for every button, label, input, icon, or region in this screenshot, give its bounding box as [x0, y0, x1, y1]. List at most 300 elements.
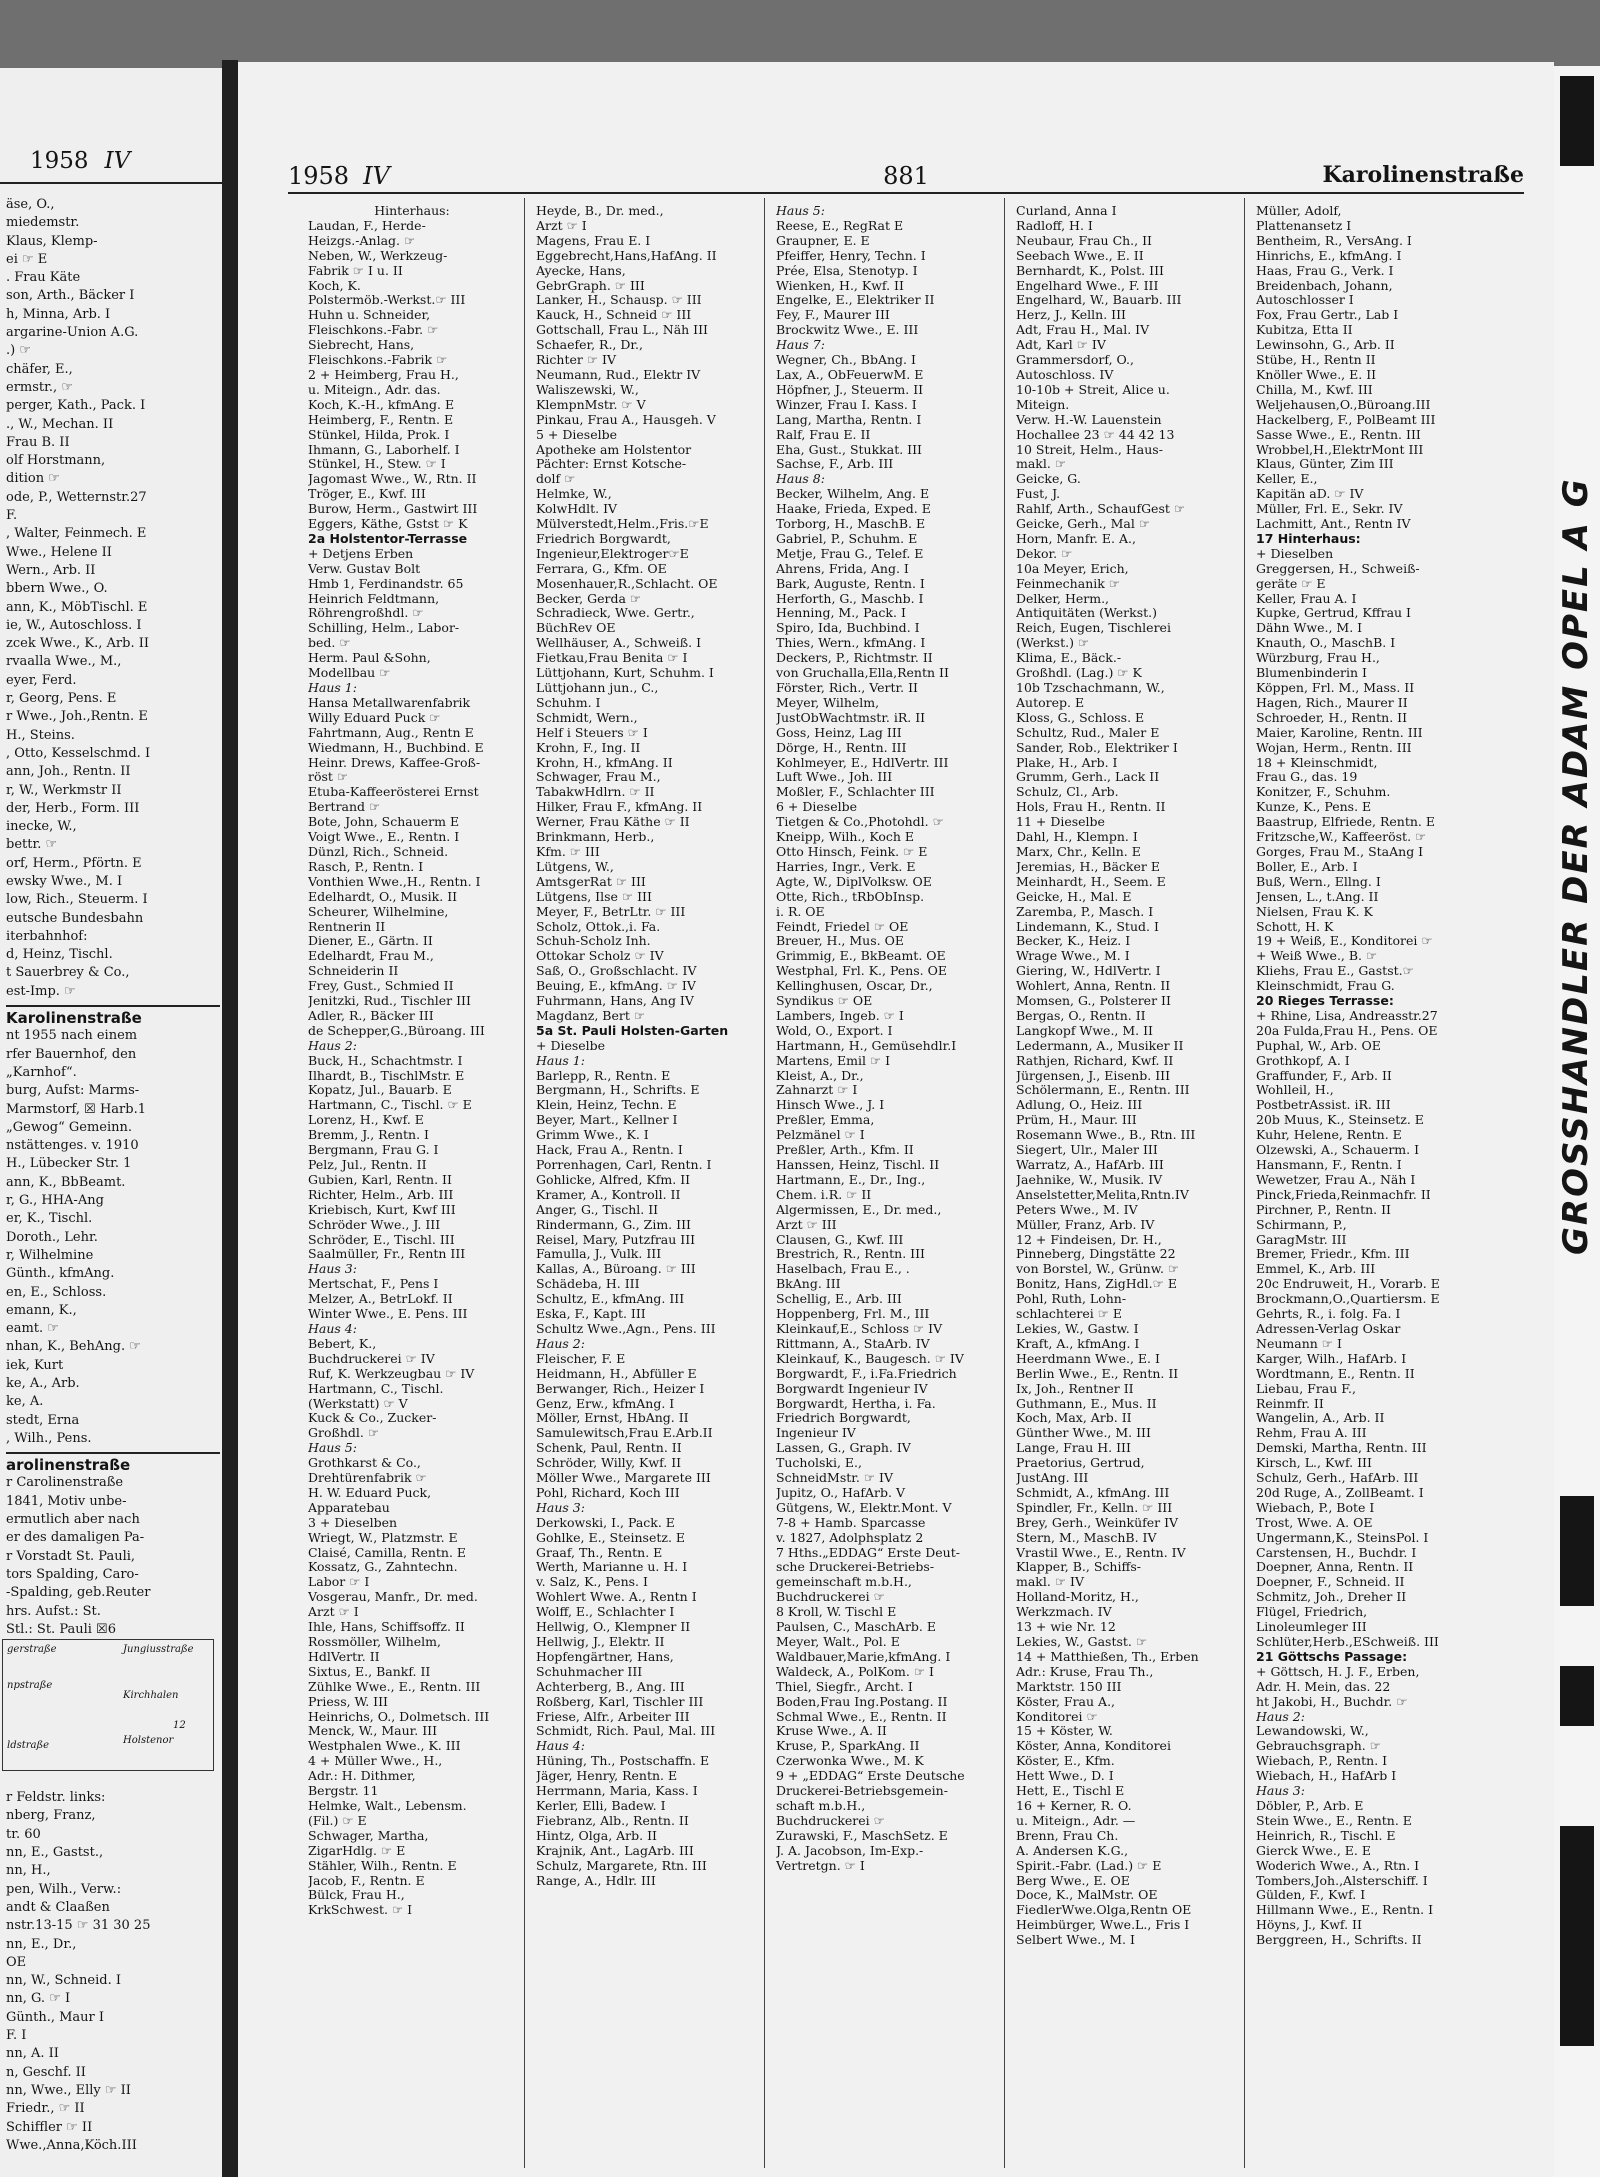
directory-entry: Schultz, E., kfmAng. III [536, 1292, 685, 1307]
house-label: Haus 1: [308, 681, 357, 695]
directory-entry: 20b Muus, K., Steinsetz. E [1256, 1113, 1424, 1128]
directory-entry: schlachterei ☞ E [1016, 1307, 1123, 1322]
directory-entry: Gottschall, Frau L., Näh III [536, 323, 708, 338]
directory-entry: Müller, Franz, Arb. IV [1016, 1217, 1155, 1232]
directory-entry: Zühlke Wwe., E., Rentn. III [308, 1679, 481, 1694]
directory-entry: Grammersdorf, O., [1016, 353, 1134, 368]
directory-entry: Mülverstedt,Helm.,Fris.☞E [536, 517, 709, 532]
directory-entry: Lindemann, K., Stud. I [1016, 919, 1159, 934]
directory-entry: Berwanger, Rich., Heizer I [536, 1381, 705, 1396]
directory-entry: Boden,Frau Ing.Postang. II [776, 1694, 948, 1709]
directory-entry: Lanker, H., Schausp. ☞ III [536, 293, 702, 308]
directory-entry: Anselstetter,Melita,Rntn.IV [1016, 1187, 1189, 1202]
left-page-line: „Gewog“ Gemeinn. [6, 1119, 133, 1135]
directory-entry: Hett Wwe., D. I [1016, 1769, 1114, 1784]
edge-band [1560, 1666, 1594, 1726]
directory-entry: Kliehs, Frau E., Gastst.☞ [1256, 964, 1414, 979]
directory-entry: Carstensen, H., Buchdr. I [1256, 1545, 1417, 1560]
directory-entry: Ahrens, Frida, Ang. I [776, 561, 909, 576]
directory-entry: Adr.: Kruse, Frau Th., [1016, 1664, 1154, 1679]
left-page-line: emann, K., [6, 1302, 77, 1318]
directory-entry: Rahlf, Arth., SchaufGest ☞ [1016, 502, 1186, 517]
directory-entry: Mosenhauer,R.,Schlacht. OE [536, 576, 718, 591]
left-page-line: est-Imp. ☞ [6, 983, 76, 999]
left-page-line: r Feldstr. links: [6, 1790, 106, 1806]
directory-entry: Haselbach, Frau E., . [776, 1262, 910, 1277]
directory-entry: Fiebranz, Alb., Rentn. II [536, 1813, 689, 1828]
directory-entry: Luft Wwe., Joh. III [776, 770, 893, 785]
directory-entry: Spirit.-Fabr. (Lad.) ☞ E [1016, 1858, 1162, 1873]
directory-entry: Großhdl. (Lag.) ☞ K [1016, 666, 1142, 681]
directory-entry: Porrenhagen, Carl, Rentn. I [536, 1158, 712, 1172]
directory-entry: Doepner, Anna, Rentn. II [1256, 1560, 1414, 1575]
directory-entry: 12 + Findeisen, Dr. H., [1016, 1232, 1162, 1247]
directory-entry: + Rhine, Lisa, Andreasstr.27 [1256, 1008, 1438, 1023]
directory-entry: Adt, Frau H., Mal. IV [1016, 323, 1150, 338]
directory-entry: Jensen, L., t.Ang. II [1256, 889, 1379, 904]
directory-entry: Kupke, Gertrud, Kffrau I [1256, 606, 1411, 621]
left-page-line: olf Horstmann, [6, 453, 106, 469]
left-page-line: . Frau Käte [6, 270, 81, 286]
directory-entry: Gütgens, W., Elektr.Mont. V [776, 1500, 952, 1515]
directory-entry: 7-8 + Hamb. Sparcasse [776, 1515, 926, 1530]
left-page-line: nn, H., [6, 1863, 51, 1879]
map-street-label: Holstenor [123, 1735, 174, 1746]
directory-entry: Krohn, F., Ing. II [536, 740, 641, 755]
directory-entry: Schenk, Paul, Rentn. II [536, 1441, 682, 1456]
directory-entry: sche Druckerei-Betriebs- [776, 1560, 935, 1575]
directory-entry: 10b Tzschachmann, W., [1016, 681, 1165, 695]
directory-entry: Hanssen, Heinz, Tischl. II [776, 1158, 940, 1172]
directory-entry: Wriegt, W., Platzmstr. E [308, 1530, 458, 1545]
directory-entry: ZigarHdlg. ☞ E [308, 1843, 406, 1858]
directory-entry: Bergmann, H., Schrifts. E [536, 1083, 700, 1098]
directory-entry: Puphal, W., Arb. OE [1256, 1038, 1381, 1053]
left-page-line: r, W., Werkmstr II [6, 782, 122, 798]
directory-entry: Buchdruckerei ☞ [776, 1590, 885, 1605]
directory-entry: Momsen, G., Polsterer II [1016, 994, 1171, 1009]
directory-entry: Rittmann, A., StaArb. IV [776, 1336, 930, 1351]
directory-entry: Buchdruckerei ☞ [776, 1813, 885, 1828]
directory-entry: Müller, Adolf, [1256, 204, 1342, 218]
directory-entry: Koch, K. [308, 278, 361, 293]
directory-entry: Klima, E., Bäck.- [1016, 651, 1122, 666]
column-divider [1244, 198, 1245, 2168]
directory-entry: Autoschloss. IV [1016, 367, 1114, 382]
directory-entry: Heinrich Feldtmann, [308, 591, 440, 606]
directory-entry: Range, A., Hdlr. III [536, 1873, 656, 1888]
directory-entry: AmtsgerRat ☞ III [536, 874, 646, 889]
left-page-line: miedemstr. [6, 215, 80, 231]
left-page-line: eutsche Bundesbahn [6, 910, 144, 926]
directory-entry: Bremer, Friedr., Kfm. III [1256, 1247, 1410, 1262]
directory-entry: Barlepp, R., Rentn. E [536, 1068, 671, 1083]
left-page-line: eamt. ☞ [6, 1321, 59, 1337]
directory-entry: Pelzmänel ☞ I [776, 1128, 865, 1143]
directory-entry: Reese, E., RegRat E [776, 218, 904, 233]
left-page-line: .) ☞ [6, 343, 31, 359]
left-page-line: Günth., kfmAng. [6, 1266, 115, 1282]
directory-entry: Fox, Frau Gertr., Lab I [1256, 308, 1399, 323]
directory-entry: Beyer, Mart., Kellner I [536, 1113, 678, 1128]
directory-entry: Schulz, Margarete, Rtn. III [536, 1858, 707, 1873]
directory-entry: Dähn Wwe., M. I [1256, 621, 1363, 636]
directory-column-4 [1016, 204, 1224, 2164]
house-label: Haus 4: [308, 1321, 357, 1336]
directory-entry: Pohl, Richard, Koch III [536, 1485, 680, 1500]
directory-entry: Feinmechanik ☞ [1016, 576, 1120, 591]
directory-entry: Hansa Metallwarenfabrik [308, 695, 471, 710]
left-page-line: äse, O., [6, 197, 55, 212]
left-page-section-title: arolinenstraße [6, 1452, 220, 1474]
left-page-line: r, Wilhelmine [6, 1247, 94, 1263]
directory-entry: Schmidt, Rich. Paul, Mal. III [536, 1724, 716, 1739]
directory-entry: GebrGraph. ☞ III [536, 278, 645, 293]
directory-entry: Jaehnike, W., Musik. IV [1016, 1172, 1163, 1187]
directory-entry: Kramer, A., Kontroll. II [536, 1187, 681, 1202]
directory-entry: Warratz, A., HafArb. III [1016, 1158, 1164, 1172]
directory-entry: Tietgen & Co.,Photohdl. ☞ [776, 815, 944, 830]
directory-entry: Syndikus ☞ OE [776, 994, 873, 1009]
directory-entry: Günther Wwe., M. III [1016, 1426, 1151, 1441]
directory-entry: Friese, Alfr., Arbeiter III [536, 1709, 690, 1724]
directory-entry: 4 + Müller Wwe., H., [308, 1754, 443, 1769]
directory-entry: Kneipp, Wilh., Koch E [776, 830, 915, 845]
directory-entry: Zahnarzt ☞ I [776, 1083, 858, 1098]
directory-entry: Lüttjohann jun., C., [536, 681, 659, 695]
directory-entry: Schneiderin II [308, 964, 399, 979]
directory-entry: u. Miteign., Adr. das. [308, 382, 441, 397]
map-street-label: Kirchhalen [123, 1690, 179, 1701]
directory-entry: Konditorei ☞ [1016, 1709, 1098, 1724]
left-page-line: der, Herb., Form. III [6, 800, 140, 816]
directory-entry: Schellig, E., Arb. III [776, 1292, 902, 1307]
directory-entry: 16 + Kerner, R. O. [1016, 1798, 1132, 1813]
directory-entry: Willy Eduard Puck ☞ [308, 710, 441, 725]
directory-entry: Rindermann, G., Zim. III [536, 1217, 691, 1232]
directory-entry: GaragMstr. III [1256, 1232, 1347, 1247]
directory-entry: Borgwardt, Hertha, i. Fa. [776, 1396, 936, 1411]
directory-entry: Arzt ☞ I [536, 218, 587, 233]
directory-entry: Waldbauer,Marie,kfmAng. I [776, 1649, 951, 1664]
directory-entry: Stübe, H., Rentn II [1256, 353, 1376, 368]
directory-entry: Baastrup, Elfriede, Rentn. E [1256, 815, 1435, 830]
directory-entry: Winter Wwe., E. Pens. III [308, 1307, 468, 1322]
left-page-line: ermutlich aber nach [6, 1512, 140, 1528]
left-page-line: Klaus, Klemp- [6, 233, 98, 249]
directory-entry: Fleischer, F. E [536, 1351, 626, 1366]
left-page-line: perger, Kath., Pack. I [6, 398, 146, 414]
page-number: 881 [883, 162, 929, 190]
left-page-line: ann, K., BbBeamt. [6, 1174, 126, 1190]
directory-entry: Richter, Helm., Arb. III [308, 1187, 454, 1202]
street-mini-map [2, 1639, 214, 1771]
directory-entry: Rathjen, Richard, Kwf. II [1016, 1053, 1174, 1068]
directory-entry: Lang, Martha, Rentn. I [776, 412, 922, 427]
directory-entry: Thiel, Siegfr., Archt. I [776, 1679, 913, 1694]
directory-entry: Ralf, Frau E. II [776, 427, 871, 442]
left-page-line: , Otto, Kesselschmd. I [6, 745, 151, 761]
directory-entry: geräte ☞ E [1256, 576, 1326, 591]
directory-entry: Menck, W., Maur. III [308, 1724, 438, 1739]
left-page-line: , Walter, Feinmech. E [6, 526, 147, 542]
directory-entry: SchneidMstr. ☞ IV [776, 1471, 893, 1486]
directory-entry: Vonthien Wwe.,H., Rentn. I [308, 874, 481, 889]
house-label: Haus 1: [536, 1053, 585, 1068]
directory-entry: makl. ☞ [1016, 457, 1067, 472]
directory-entry: Schwager, Frau M., [536, 770, 661, 785]
directory-entry: 2 + Heimberg, Frau H., [308, 367, 459, 382]
directory-entry: BüchRev OE [536, 621, 616, 636]
directory-entry: Saalmüller, Fr., Rentn III [308, 1247, 466, 1262]
directory-entry: Schulz, Gerh., HafArb. III [1256, 1471, 1419, 1486]
directory-entry: Heimberg, F., Rentn. E [308, 412, 454, 427]
directory-entry: Guthmann, E., Mus. II [1016, 1396, 1157, 1411]
directory-column-1 [308, 204, 516, 2164]
left-page-line: dition ☞ [6, 471, 60, 487]
directory-entry: Höyns, J., Kwf. II [1256, 1918, 1362, 1933]
directory-entry: Ix, Joh., Rentner II [1016, 1381, 1134, 1396]
directory-entry: Kfm. ☞ III [536, 844, 600, 859]
directory-entry: Hilker, Frau F., kfmAng. II [536, 800, 703, 815]
directory-entry: Bonitz, Hans, ZigHdl.☞ E [1016, 1277, 1177, 1292]
left-page-line: Stl.: St. Pauli ☒6 [6, 1621, 116, 1637]
directory-entry: Siegert, Ulr., Maler III [1016, 1143, 1158, 1158]
directory-entry: Frey, Gust., Schmied II [308, 979, 454, 994]
directory-entry: Pfeiffer, Henry, Techn. I [776, 248, 926, 263]
directory-entry: KlempnMstr. ☞ V [536, 397, 646, 412]
house-label: Haus 5: [776, 204, 825, 218]
directory-entry: Kauck, H., Schneid ☞ III [536, 308, 692, 323]
directory-entry: Karger, Wilh., HafArb. I [1256, 1351, 1407, 1366]
directory-entry: Hartmann, E., Dr., Ing., [776, 1172, 926, 1187]
directory-entry: Magdanz, Bert ☞ [536, 1008, 646, 1023]
directory-entry: Schulz, Cl., Arb. [1016, 785, 1119, 800]
directory-entry: Fleischkons.-Fabr. ☞ [308, 323, 439, 338]
directory-entry: Westphalen Wwe., K. III [308, 1739, 461, 1754]
directory-entry: Heimbürger, Wwe.L., Fris I [1016, 1918, 1190, 1933]
directory-entry: Stünkel, Hilda, Prok. I [308, 427, 450, 442]
directory-entry: Fietkau,Frau Benita ☞ I [536, 651, 688, 666]
left-page-line: er, K., Tischl. [6, 1211, 93, 1227]
directory-entry: Scholz, Ottok.,i. Fa. [536, 919, 661, 934]
directory-entry: Sasse Wwe., E., Rentn. III [1256, 427, 1421, 442]
left-page-line: nstr.13-15 ☞ 31 30 25 [6, 1918, 151, 1934]
left-page-line: nberg, Franz, [6, 1808, 96, 1824]
directory-entry: Eggebrecht,Hans,HafAng. II [536, 248, 717, 263]
directory-entry: i. R. OE [776, 904, 825, 919]
left-page-volume: IV [104, 148, 131, 174]
directory-entry: Meyer, Walt., Pol. E [776, 1635, 900, 1649]
directory-entry: Marktstr. 150 III [1016, 1679, 1122, 1694]
directory-entry: Ingenieur,Elektroger☞E [536, 546, 689, 561]
directory-entry: Eggers, Käthe, Gstst ☞ K [308, 517, 468, 532]
directory-entry: Hack, Frau A., Rentn. I [536, 1143, 683, 1158]
directory-entry: Pelz, Jul., Rentn. II [308, 1158, 427, 1172]
directory-entry: Schröder, Willy, Kwf. II [536, 1456, 682, 1471]
left-page-line: low, Rich., Steuerm. I [6, 892, 148, 908]
directory-entry: Algermissen, E., Dr. med., [776, 1202, 942, 1217]
directory-entry: Haas, Frau G., Verk. I [1256, 263, 1394, 278]
left-page-line: ewsky Wwe., M. I [6, 873, 123, 889]
directory-entry: Würzburg, Frau H., [1256, 651, 1380, 666]
directory-entry: 11 + Dieselbe [1016, 815, 1105, 830]
left-page-line: ., W., Mechan. II [6, 416, 114, 432]
directory-entry: Gubien, Karl, Rentn. II [308, 1172, 452, 1187]
directory-entry: Jacob, F., Rentn. E [308, 1873, 425, 1888]
directory-entry: Klapper, B., Schiffs- [1016, 1560, 1141, 1575]
directory-entry: Schultz, Rud., Maler E [1016, 725, 1160, 740]
directory-entry: Torborg, H., MaschB. E [776, 517, 926, 532]
directory-entry: Wiebach, P., Rentn. I [1256, 1754, 1388, 1769]
edge-advert-text: GROSSHANDLER DER ADAM OPEL A G [1556, 477, 1596, 1255]
left-page-line: er des damaligen Pa- [6, 1530, 145, 1546]
directory-entry: Kohlmeyer, E., HdlVertr. III [776, 755, 949, 770]
directory-entry: Laudan, F., Herde- [308, 218, 426, 233]
directory-entry: von Gruchalla,Ella,Rentn II [776, 666, 949, 681]
directory-entry: Müller, Frl. E., Sekr. IV [1256, 502, 1403, 517]
left-page-line: nn, Wwe., Elly ☞ II [6, 2082, 131, 2098]
left-page-line: pen, Wilh., Verw.: [6, 1881, 122, 1897]
left-page-line: ermstr., ☞ [6, 379, 73, 395]
directory-entry: Voigt Wwe., E., Rentn. I [308, 830, 460, 845]
directory-entry: Neubaur, Frau Ch., II [1016, 233, 1152, 248]
directory-entry: + Detjens Erben [308, 546, 414, 561]
directory-entry: v. Salz, K., Pens. I [536, 1575, 648, 1590]
directory-entry: Lassen, G., Graph. IV [776, 1441, 911, 1456]
directory-entry: Horn, Manfr. E. A., [1016, 531, 1136, 546]
directory-entry: Kleinkauf, K., Baugesch. ☞ IV [776, 1351, 964, 1366]
left-page-line: h, Minna, Arb. I [6, 306, 111, 322]
directory-entry: Gohlke, E., Steinsetz. E [536, 1530, 686, 1545]
left-page-line: nstättenges. v. 1910 [6, 1138, 139, 1154]
directory-entry: Neben, W., Werkzeug- [308, 248, 448, 263]
directory-entry: Lachmitt, Ant., Rentn IV [1256, 517, 1411, 532]
directory-entry: HdlVertr. II [308, 1649, 380, 1664]
directory-entry: Klein, Heinz, Techn. E [536, 1098, 677, 1113]
directory-entry: 18 + Kleinschmidt, [1256, 755, 1378, 770]
directory-entry: Schlüter,Herb.,ESchweiß. III [1256, 1635, 1439, 1649]
directory-entry: Lewinsohn, G., Arb. II [1256, 338, 1395, 353]
directory-entry: Kleinschmidt, Frau G. [1256, 979, 1395, 994]
page-street-title: Karolinenstraße [1322, 162, 1524, 188]
directory-entry: Jäger, Henry, Rentn. E [536, 1769, 678, 1784]
directory-entry: Meyer, Wilhelm, [776, 695, 880, 710]
left-page-line: eyer, Ferd. [6, 672, 77, 688]
directory-entry: Bergas, O., Rentn. II [1016, 1008, 1146, 1023]
directory-entry: Lütgens, W., [536, 859, 614, 874]
directory-entry: Stünkel, H., Stew. ☞ I [308, 457, 446, 472]
directory-entry: Siebrecht, Hans, [308, 338, 415, 353]
left-page-line: -Spalding, geb.Reuter [6, 1585, 151, 1601]
left-page-line: nn, G. ☞ I [6, 1991, 71, 2007]
directory-entry: Magens, Frau E. I [536, 233, 651, 248]
directory-page [238, 62, 1554, 2177]
directory-entry: Schuhmacher III [536, 1664, 643, 1679]
directory-entry: + Dieselben [1256, 546, 1334, 561]
directory-entry: Geicke, G. [1016, 472, 1081, 487]
directory-entry: Linoleumleger III [1256, 1620, 1367, 1635]
directory-entry: dolf ☞ [536, 472, 576, 487]
left-page-line: stedt, Erna [6, 1412, 80, 1428]
directory-entry: Hüning, Th., Postschaffn. E [536, 1754, 710, 1769]
house-label: Haus 3: [1256, 1784, 1305, 1799]
directory-entry: Praetorius, Gertrud, [1016, 1456, 1145, 1471]
directory-entry: Bülck, Frau H., [308, 1888, 405, 1903]
directory-entry: v. 1827, Adolphsplatz 2 [776, 1530, 924, 1545]
directory-entry: Schmal Wwe., E., Rentn. II [776, 1709, 947, 1724]
directory-entry: Radloff, H. I [1016, 218, 1093, 233]
directory-entry: Wrage Wwe., M. I [1016, 949, 1130, 964]
left-page-line: H., Steins. [6, 727, 75, 743]
directory-entry: Etuba-Kaffeerösterei Ernst [308, 785, 479, 800]
directory-entry: 20a Fulda,Frau H., Pens. OE [1256, 1023, 1438, 1038]
directory-entry: 13 + wie Nr. 12 [1016, 1620, 1116, 1635]
directory-entry: Melzer, A., BetrLokf. II [308, 1292, 453, 1307]
directory-entry: Nielsen, Frau K. K [1256, 904, 1373, 919]
directory-entry: Förster, Rich., Vertr. II [776, 681, 918, 695]
directory-entry: Westphal, Frl. K., Pens. OE [776, 964, 947, 979]
left-page-line: ke, A., Arb. [6, 1376, 80, 1391]
directory-entry: Modellbau ☞ [308, 666, 391, 681]
left-page-line: nt 1955 nach einem [6, 1028, 138, 1044]
directory-entry: Klaus, Günter, Zim III [1256, 457, 1394, 472]
left-page-line: tr. 60 [6, 1826, 41, 1842]
directory-entry: Ungermann,K., SteinsPol. I [1256, 1530, 1429, 1545]
directory-entry: Metje, Frau G., Telef. E [776, 546, 924, 561]
edge-band [1560, 1496, 1594, 1606]
directory-entry: Werth, Marianne u. H. I [536, 1560, 688, 1575]
directory-entry: Gülden, F., Kwf. I [1256, 1888, 1366, 1903]
directory-entry: Rehm, Frau A. III [1256, 1426, 1367, 1441]
directory-entry: Lütgens, Ilse ☞ III [536, 889, 652, 904]
page-header [288, 156, 1524, 190]
directory-entry: Vrastil Wwe., E., Rentn. IV [1016, 1545, 1186, 1560]
directory-entry: Brockmann,O.,Quartiersm. E [1256, 1292, 1440, 1307]
directory-entry: Kallas, A., Büroang. ☞ III [536, 1262, 696, 1277]
directory-entry: Gebrauchsgraph. ☞ [1256, 1739, 1381, 1754]
left-page-line: Wern., Arb. II [6, 562, 96, 578]
directory-entry: Herrmann, Maria, Kass. I [536, 1784, 698, 1799]
directory-entry: 20c Endruweit, H., Vorarb. E [1256, 1277, 1440, 1292]
directory-entry: Olzewski, A., Schauerm. I [1256, 1143, 1420, 1158]
directory-entry: Kopatz, Jul., Bauarb. E [308, 1083, 452, 1098]
directory-entry: Famulla, J., Vulk. III [536, 1247, 662, 1262]
directory-entry: Peters Wwe., M. IV [1016, 1202, 1138, 1217]
directory-entry: Antiquitäten (Werkst.) [1016, 606, 1158, 621]
directory-entry: Demski, Martha, Rentn. III [1256, 1441, 1427, 1456]
directory-entry: Preßler, Emma, [776, 1113, 875, 1128]
directory-entry: Huhn u. Schneider, [308, 308, 431, 323]
directory-entry: Haake, Frieda, Exped. E [776, 502, 931, 517]
directory-entry: 10 Streit, Helm., Haus- [1016, 442, 1163, 457]
directory-entry: Geicke, H., Mal. E [1016, 889, 1132, 904]
directory-entry: Krajnik, Ant., LagArb. III [536, 1843, 694, 1858]
directory-entry: Polstermöb.-Werkst.☞ III [308, 293, 466, 308]
directory-entry: Scheurer, Wilhelmine, [308, 904, 449, 919]
directory-entry: Claisé, Camilla, Rentn. E [308, 1545, 467, 1560]
directory-entry: 14 + Matthießen, Th., Erben [1016, 1649, 1199, 1664]
directory-entry: Hackelberg, F., PolBeamt III [1256, 412, 1436, 427]
directory-entry: Tröger, E., Kwf. III [308, 487, 426, 502]
left-page-rule [0, 182, 222, 184]
directory-entry: Doepner, F., Schneid. II [1256, 1575, 1405, 1590]
directory-entry: Harries, Ingr., Verk. E [776, 859, 916, 874]
directory-entry: Fahrtmann, Aug., Rentn E [308, 725, 474, 740]
directory-entry: 10-10b + Streit, Alice u. [1016, 382, 1170, 397]
directory-entry: Hansmann, F., Rentn. I [1256, 1158, 1402, 1172]
directory-entry: Genz, Erw., kfmAng. I [536, 1396, 675, 1411]
